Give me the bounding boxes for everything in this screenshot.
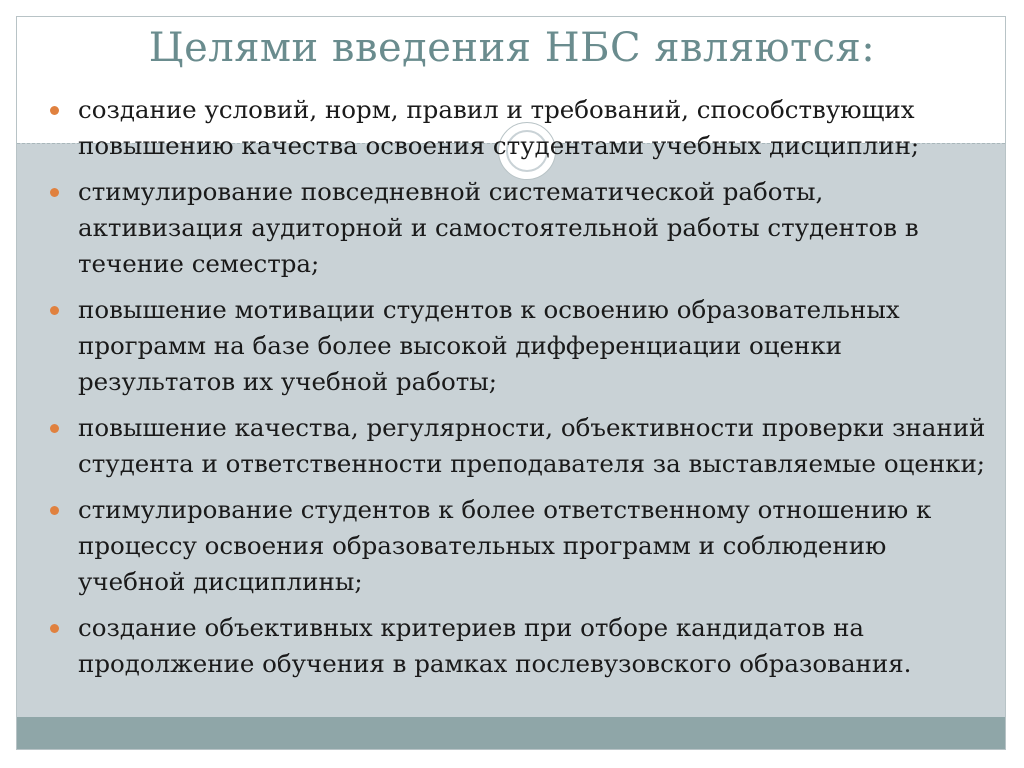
bullet-dot-icon [50,106,59,115]
bullet-text: создание условий, норм, правил и требований, способствующих повышению качества освоения студентами учебных дисциплин; [78,95,920,160]
bullet-text: создание объективных критериев при отборе кандидатов на продолжение обучения в рамках послевузовского образования. [78,613,912,678]
list-item [46,292,986,400]
bullet-text: стимулирование повседневной систематической работы, активизация аудиторной и самостоятельной работы студентов в течение семестра; [78,177,919,278]
list-item [46,92,986,164]
bullet-text: повышение качества, регулярности, объективности проверки знаний студента и ответственности преподавателя за выставляемые оценки; [78,413,986,478]
bullet-dot-icon [50,424,59,433]
list-item [46,610,986,682]
bullet-dot-icon [50,306,59,315]
slide-title: Целями введения НБС являются: [148,25,876,71]
footer-band [17,717,1005,750]
bullet-text: повышение мотивации студентов к освоению образовательных программ на базе более высокой дифференциации оценки результатов их учебной работы; [78,295,900,396]
list-item [46,492,986,600]
bullet-dot-icon [50,506,59,515]
bullet-dot-icon [50,624,59,633]
bullet-dot-icon [50,188,59,197]
bullet-list [46,92,986,692]
list-item [46,174,986,282]
bullet-text: стимулирование студентов к более ответственному отношению к процессу освоения образовательных программ и соблюдению учебной дисциплины; [78,495,932,596]
list-item [46,410,986,482]
